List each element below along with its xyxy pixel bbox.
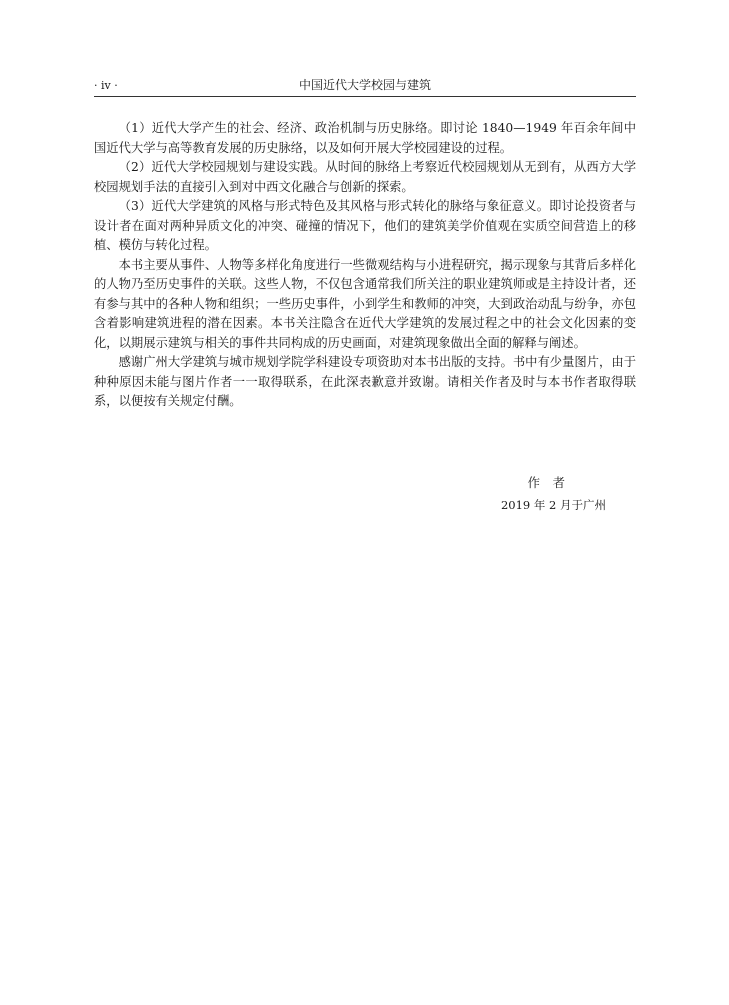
- paragraph-point-1: （1）近代大学产生的社会、经济、政治机制与历史脉络。即讨论 1840—1949 年百余年间中国近代大学与高等教育发展的历史脉络，以及如何开展大学校园建设的过程。: [94, 121, 636, 155]
- paragraph-research-approach: 本书主要从事件、人物等多样化角度进行一些微观结构与小进程研究，揭示现象与其背后多样化的人物乃至历史事件的关联。这些人物，不仅包含通常我们所关注的职业建筑师或是主持设计者，还有参与其中的各种人物和组织；一些历史事件，小到学生和教师的冲突，大到政治动乱与纷争，亦包含着影响建筑进程的潜在因素。本书关注隐含在近代大学建筑的发展过程之中的社会文化因素的变化，以期展示建筑与相关的事件共同构成的历史画面，对建筑现象做出全面的解释与阐述。: [94, 257, 636, 350]
- date-place-line: 2019 年 2 月于广州: [500, 498, 606, 512]
- running-title: 中国近代大学校园与建筑: [298, 78, 431, 92]
- paragraph-point-2: （2）近代大学校园规划与建设实践。从时间的脉络上考察近代校园规划从无到有，从西方大学校园规划手法的直接引入到对中西文化融合与创新的探索。: [94, 160, 636, 194]
- body-text: [94, 119, 636, 412]
- paragraph-acknowledgement: 感谢广州大学建筑与城市规划学院学科建设专项资助对本书出版的支持。书中有少量图片，由于种种原因未能与图片作者一一取得联系，在此深表歉意并致谢。请相关作者及时与本书作者取得联系，以便按有关规定付酬。: [94, 355, 636, 408]
- page-number: · iv ·: [94, 79, 118, 92]
- author-signature: 作 者: [527, 475, 565, 490]
- page-header: [94, 78, 636, 97]
- paragraph-point-3: （3）近代大学建筑的风格与形式特色及其风格与形式转化的脉络与象征意义。即讨论投资者与设计者在面对两种异质文化的冲突、碰撞的情况下，他们的建筑美学价值观在实质空间营造上的移植、模仿与转化过程。: [94, 199, 636, 252]
